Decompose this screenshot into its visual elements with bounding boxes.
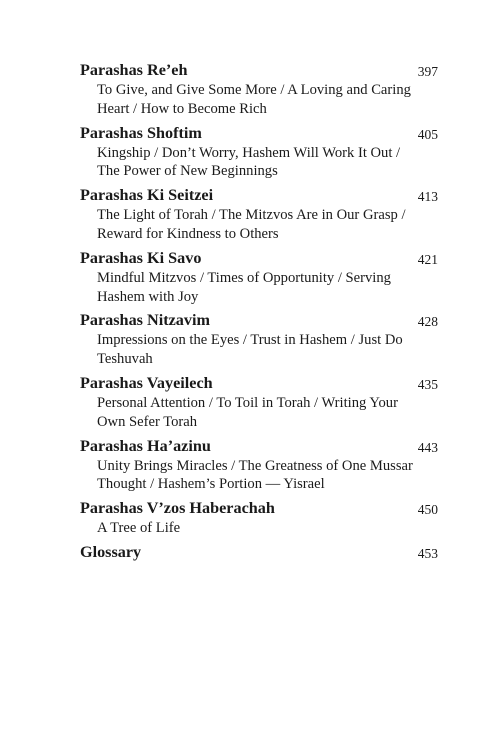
toc-entry-description: To Give, and Give Some More / A Loving and Caring Heart / How to Become Rich — [97, 82, 411, 117]
toc-entry-page-number[interactable]: 453 — [417, 545, 438, 561]
toc-entry-description: Kingship / Don’t Worry, Hashem Will Work It Out / The Power of New Beginnings — [97, 144, 401, 180]
toc-entry-title[interactable]: Parashas Ki Seitzei — [80, 186, 214, 205]
toc-entry-head — [80, 59, 440, 81]
toc-entry-head — [80, 435, 440, 457]
toc-entry-head — [80, 122, 440, 144]
toc-entry-ki-savo[interactable] — [80, 247, 440, 310]
toc-entry-head — [80, 372, 440, 394]
toc-entry-head — [80, 247, 440, 269]
toc-entry-vzos-haberachah[interactable] — [80, 497, 440, 541]
toc-entry-title[interactable]: Glossary — [80, 542, 142, 561]
toc-entry-page-number[interactable]: 413 — [417, 189, 438, 205]
toc-entry-title[interactable]: Parashas Shoftim — [80, 123, 202, 142]
toc-entry-title[interactable]: Parashas Re’eh — [80, 61, 188, 79]
toc-entry-ki-seitzei[interactable] — [80, 184, 440, 247]
toc-entry-page-number[interactable]: 428 — [417, 314, 438, 330]
toc-entry-description: Mindful Mitzvos / Times of Opportunity / Serving Hashem with Joy — [97, 269, 391, 305]
toc-entry-page-number[interactable]: 450 — [417, 502, 438, 518]
toc-entry-head — [80, 309, 440, 331]
toc-entry-description: Unity Brings Miracles / The Greatness of One Mussar Thought / Hashem’s Portion — Yisrael — [97, 457, 413, 493]
toc-entry-page-number[interactable]: 443 — [417, 439, 438, 455]
toc-entry-page-number[interactable]: 421 — [417, 251, 438, 267]
toc-entry-description: Impressions on the Eyes / Trust in Hashem / Just Do Teshuvah — [97, 332, 403, 368]
toc-entry-page-number[interactable]: 435 — [417, 376, 438, 392]
table-of-contents — [80, 59, 440, 563]
toc-entry-description: The Light of Torah / The Mitzvos Are in Our Grasp / Reward for Kindness to Others — [97, 207, 406, 242]
toc-entry-page-number[interactable]: 405 — [417, 126, 438, 142]
toc-entry-head — [80, 541, 440, 563]
toc-entry-title[interactable]: Parashas Vayeilech — [80, 373, 213, 392]
toc-entry-head — [80, 184, 440, 206]
toc-entry-title[interactable]: Parashas V’zos Haberachah — [80, 499, 275, 518]
toc-entry-title[interactable]: Parashas Ki Savo — [80, 248, 202, 267]
toc-entry-title[interactable]: Parashas Ha’azinu — [80, 436, 211, 455]
toc-entry-haazinu[interactable] — [80, 435, 440, 498]
toc-entry-head — [80, 497, 440, 519]
toc-entry-page-number[interactable]: 397 — [417, 64, 438, 79]
toc-entry-glossary[interactable] — [80, 541, 440, 563]
toc-entry-shoftim[interactable] — [80, 122, 440, 185]
toc-entry-title[interactable]: Parashas Nitzavim — [80, 311, 210, 330]
toc-entry-reeh[interactable] — [80, 59, 440, 122]
toc-entry-description: A Tree of Life — [97, 520, 181, 537]
toc-entry-nitzavim[interactable] — [80, 309, 440, 372]
toc-entry-description: Personal Attention / To Toil in Torah / Writing Your Own Sefer Torah — [97, 394, 398, 430]
toc-entry-vayeilech[interactable] — [80, 372, 440, 435]
